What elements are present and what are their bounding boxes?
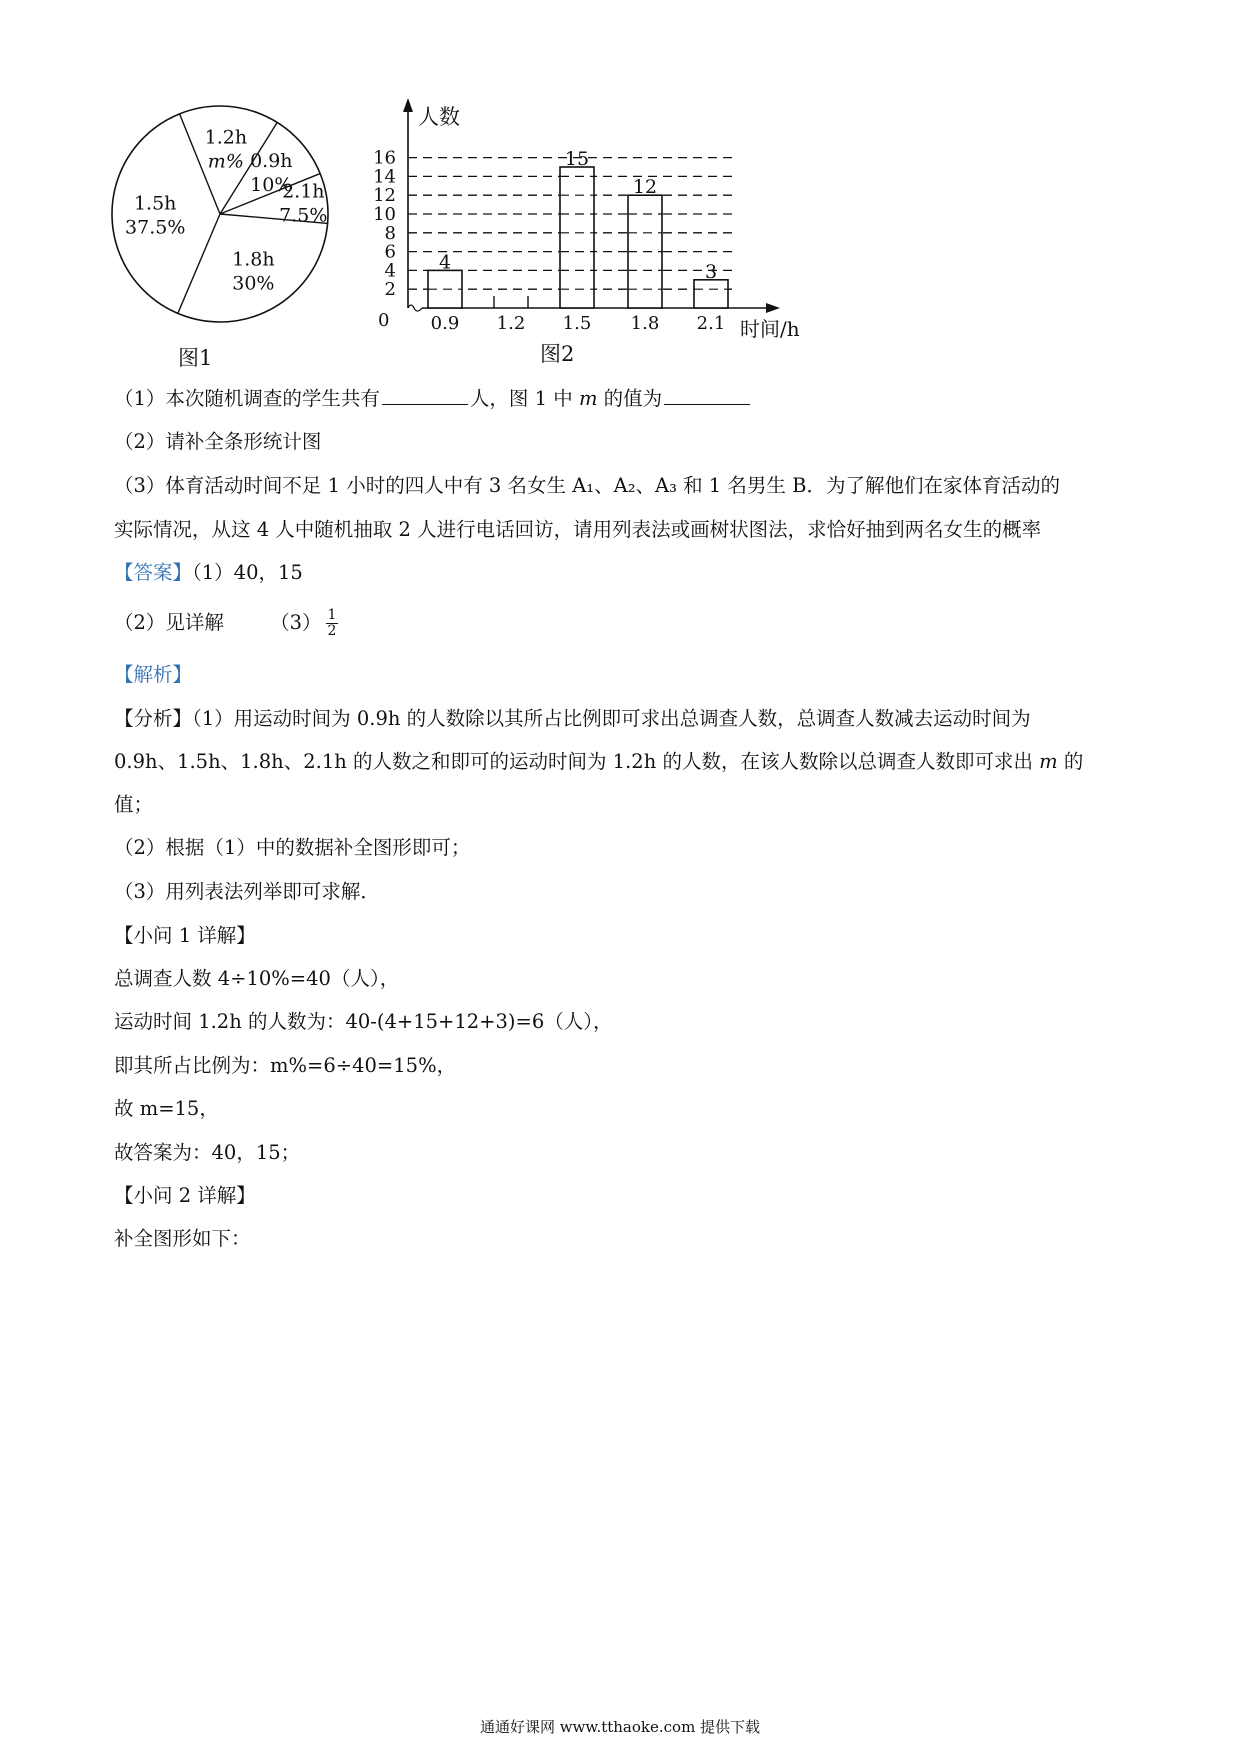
answer-line-1 <box>114 561 303 585</box>
origin-label: 0 <box>378 310 390 331</box>
bar <box>560 167 594 308</box>
analysis-line-3: 值； <box>114 793 154 816</box>
analysis-line-4: （2）根据（1）中的数据补全图形即可； <box>114 836 471 859</box>
axis-break-mark <box>408 305 422 311</box>
detail-line-2: 运动时间 1.2h 的人数为：40-(4+15+12+3)=6（人）， <box>114 1010 613 1033</box>
y-tick-label: 6 <box>384 241 396 263</box>
x-axis-label: 时间/h <box>740 317 800 341</box>
x-tick-label: 1.5 <box>562 313 592 334</box>
y-tick-label: 16 <box>373 147 396 169</box>
analysis-line-2 <box>114 750 1083 774</box>
page-footer: 通通好课网 www.tthaoke.com 提供下载 <box>479 1718 761 1736</box>
pie-slice-label: 1.5h <box>133 192 177 215</box>
sub-question-2-title: 【小问 2 详解】 <box>114 1184 256 1207</box>
bar-data-label: 12 <box>632 176 658 199</box>
analysis-line-2-end: 的 <box>1063 750 1084 773</box>
pie-slice-label: 1.8h <box>232 248 275 271</box>
answer-2: （2）见详解 <box>114 611 224 634</box>
analysis-line-5: （3）用列表法列举即可求解． <box>114 880 380 903</box>
sub-question-1-title: 【小问 1 详解】 <box>114 924 256 947</box>
pie-slice-percent: 37.5% <box>125 216 186 239</box>
pie-slice-percent: 30% <box>232 272 275 295</box>
detail-line-4: 故 m=15， <box>114 1097 219 1120</box>
bar-data-label: 3 <box>704 260 718 283</box>
pie-slice-percent: 7.5% <box>279 204 328 227</box>
detail-line-1: 总调查人数 4÷10%=40（人）， <box>114 967 400 990</box>
answer-blank-2 <box>664 386 750 405</box>
q1-text-a: （1）本次随机调查的学生共有 <box>114 387 380 410</box>
bar <box>694 280 728 308</box>
fraction-denominator: 2 <box>327 623 337 639</box>
analysis-tag: 【解析】 <box>114 663 193 686</box>
bar-caption: 图2 <box>540 342 575 366</box>
pie-slice-percent: 10% <box>250 173 293 196</box>
q1-text-c: 的值为 <box>603 387 663 410</box>
answer-blank-1 <box>382 386 468 405</box>
x-tick-label: 0.9 <box>430 313 460 334</box>
y-tick-label: 10 <box>373 204 396 225</box>
y-tick-label: 2 <box>384 279 396 301</box>
x-tick-label: 1.2 <box>496 313 526 334</box>
pie-slice-label: 2.1h <box>282 180 325 203</box>
detail-line-5: 故答案为：40，15； <box>114 1141 301 1164</box>
question-3-line-2: 实际情况，从这 4 人中随机抽取 2 人进行电话回访，请用列表法或画树状图法，求恰好抽到两名女生的概率 <box>114 518 1042 541</box>
analysis-var-m: m <box>1039 750 1058 773</box>
detail-line-3: 即其所占比例为：m%=6÷40=15%， <box>114 1054 457 1077</box>
answer-fraction <box>326 608 339 639</box>
pie-caption: 图1 <box>178 346 213 370</box>
pie-slice-label: 1.2h <box>204 126 248 149</box>
y-tick-label: 8 <box>384 222 396 244</box>
bar-data-label: 15 <box>564 148 590 170</box>
figures-area <box>100 96 920 416</box>
q1-text-b: 人，图 1 中 <box>469 387 573 410</box>
y-tick-label: 4 <box>384 260 396 282</box>
x-tick-label: 2.1 <box>696 313 726 334</box>
answer-line-2 <box>114 608 338 639</box>
question-2: （2）请补全条形统计图 <box>114 430 322 453</box>
y-axis-arrow <box>403 98 413 112</box>
y-tick-label: 14 <box>373 166 396 188</box>
x-tick-label: 1.8 <box>630 313 660 334</box>
pie-slice-label: 0.9h <box>250 149 293 172</box>
analysis-line-2-text: 0.9h、1.5h、1.8h、2.1h 的人数之和即可的运动时间为 1.2h 的人数，在该人数除以总调查人数即可求出 <box>114 750 1033 773</box>
question-3-line-1: （3）体育活动时间不足 1 小时的四人中有 3 名女生 A₁、A₂、A₃ 和 1 名男生 B．为了解他们在家体育活动的 <box>114 474 1060 497</box>
q1-var-m: m <box>578 387 598 410</box>
figures-svg <box>100 96 920 416</box>
answer-1: （1）40，15 <box>192 561 303 584</box>
pie-slice-percent: m% <box>207 150 244 173</box>
y-tick-label: 12 <box>373 185 396 207</box>
bar-data-label: 4 <box>438 251 452 274</box>
answer-tag: 【答案】 <box>114 561 193 584</box>
question-1 <box>114 386 752 411</box>
y-axis-label: 人数 <box>418 105 460 129</box>
answer-3: （3） <box>270 611 322 634</box>
x-axis-arrow <box>766 303 780 313</box>
detail-line-6: 补全图形如下： <box>114 1227 251 1250</box>
analysis-line-1: 【分析】（1）用运动时间为 0.9h 的人数除以其所占比例即可求出总调查人数，总调查人数减去运动时间为 <box>114 707 1031 730</box>
fraction-numerator: 1 <box>327 607 337 623</box>
